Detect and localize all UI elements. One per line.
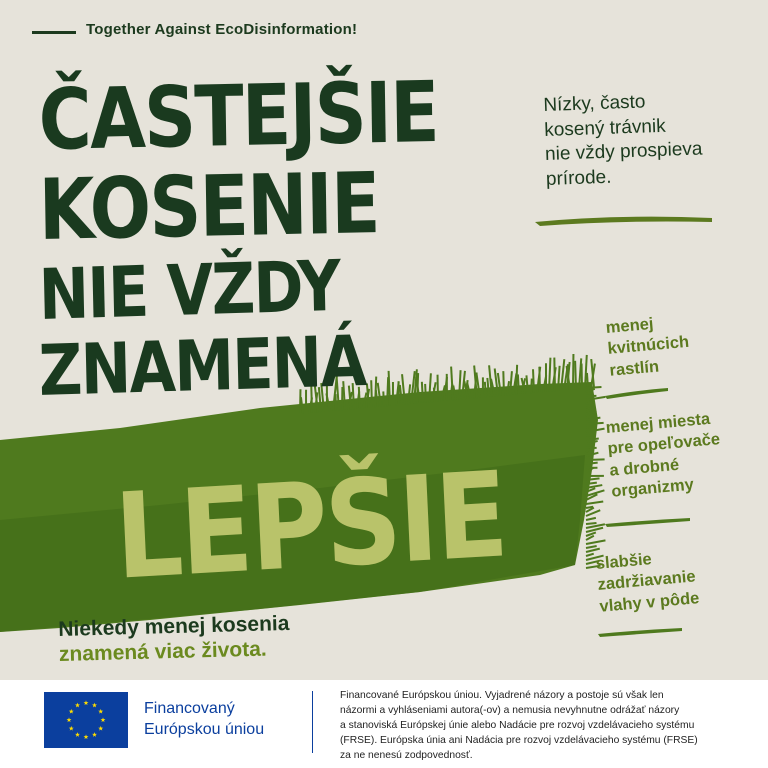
bullet-line: kvitnúcich — [606, 333, 690, 359]
bullet-line: a drobné — [608, 455, 680, 480]
closing-line-1: Niekedy menej kosenia — [58, 611, 290, 641]
headline-line-5: LEPŠIE — [112, 445, 509, 606]
disclaimer-line: a stanoviská Európskej únie alebo Nadácie pre rozvoj vzdelávacieho systému — [340, 719, 695, 731]
bullet-line: pre opeľovače — [606, 430, 721, 459]
intro-text — [543, 87, 756, 193]
eu-flag-icon — [44, 692, 128, 748]
closing-line-2: znamená viac života. — [58, 637, 267, 667]
bullet-item — [605, 408, 725, 503]
bullet-line: menej — [605, 314, 655, 337]
disclaimer-line: Financované Európskou úniou. Vyjadrené názory a postoje sú však len — [340, 690, 664, 701]
bullet-line: slabšie — [595, 550, 653, 573]
bullet2-underline — [605, 518, 690, 527]
bullet1-underline — [605, 388, 668, 399]
bullet-line: organizmy — [610, 475, 695, 501]
headline-line-1: ČASTEJŠIE — [37, 62, 439, 169]
intro-line: Nízky, často — [543, 91, 646, 116]
headline — [37, 62, 518, 412]
footer — [0, 680, 768, 768]
headline-line-2: KOSENIE — [37, 154, 380, 259]
bullet-item — [605, 311, 692, 382]
tagline: Together Against EcoDisinformation! — [86, 21, 358, 38]
funded-line: Európskou úniou — [144, 720, 265, 738]
disclaimer-text — [340, 689, 740, 764]
bullet-line: rastlín — [608, 357, 660, 380]
bullet3-underline — [598, 628, 682, 637]
headline-line-3: NIE VŽDY — [37, 244, 341, 336]
bullet-line: menej miesta — [605, 409, 711, 437]
bullet-line: zadržiavanie — [596, 567, 697, 595]
intro-line: kosený trávnik — [543, 115, 667, 141]
funded-by-eu-label — [144, 699, 264, 741]
disclaimer-line: za ne nenesú zodpovednosť. — [340, 749, 473, 761]
funded-line: Financovaný — [144, 700, 235, 717]
intro-line: nie vždy prospieva — [544, 138, 703, 166]
bullet-line: vlahy v pôde — [598, 588, 700, 616]
disclaimer-line: názormi a vyhláseniami autora(-ov) a nemusia nevyhnutne odrážať názory — [340, 704, 680, 716]
bullet-item — [595, 545, 700, 618]
disclaimer-line: (FRSE). Európska únia ani Nadácia pre rozvoj vzdelávacieho systému (FRSE) — [340, 734, 698, 746]
intro-underline — [535, 217, 712, 226]
headline-line-4: ZNAMENÁ — [37, 320, 367, 412]
closing-text — [58, 611, 290, 667]
intro-line: prírode. — [545, 166, 612, 191]
footer-divider — [312, 691, 313, 753]
